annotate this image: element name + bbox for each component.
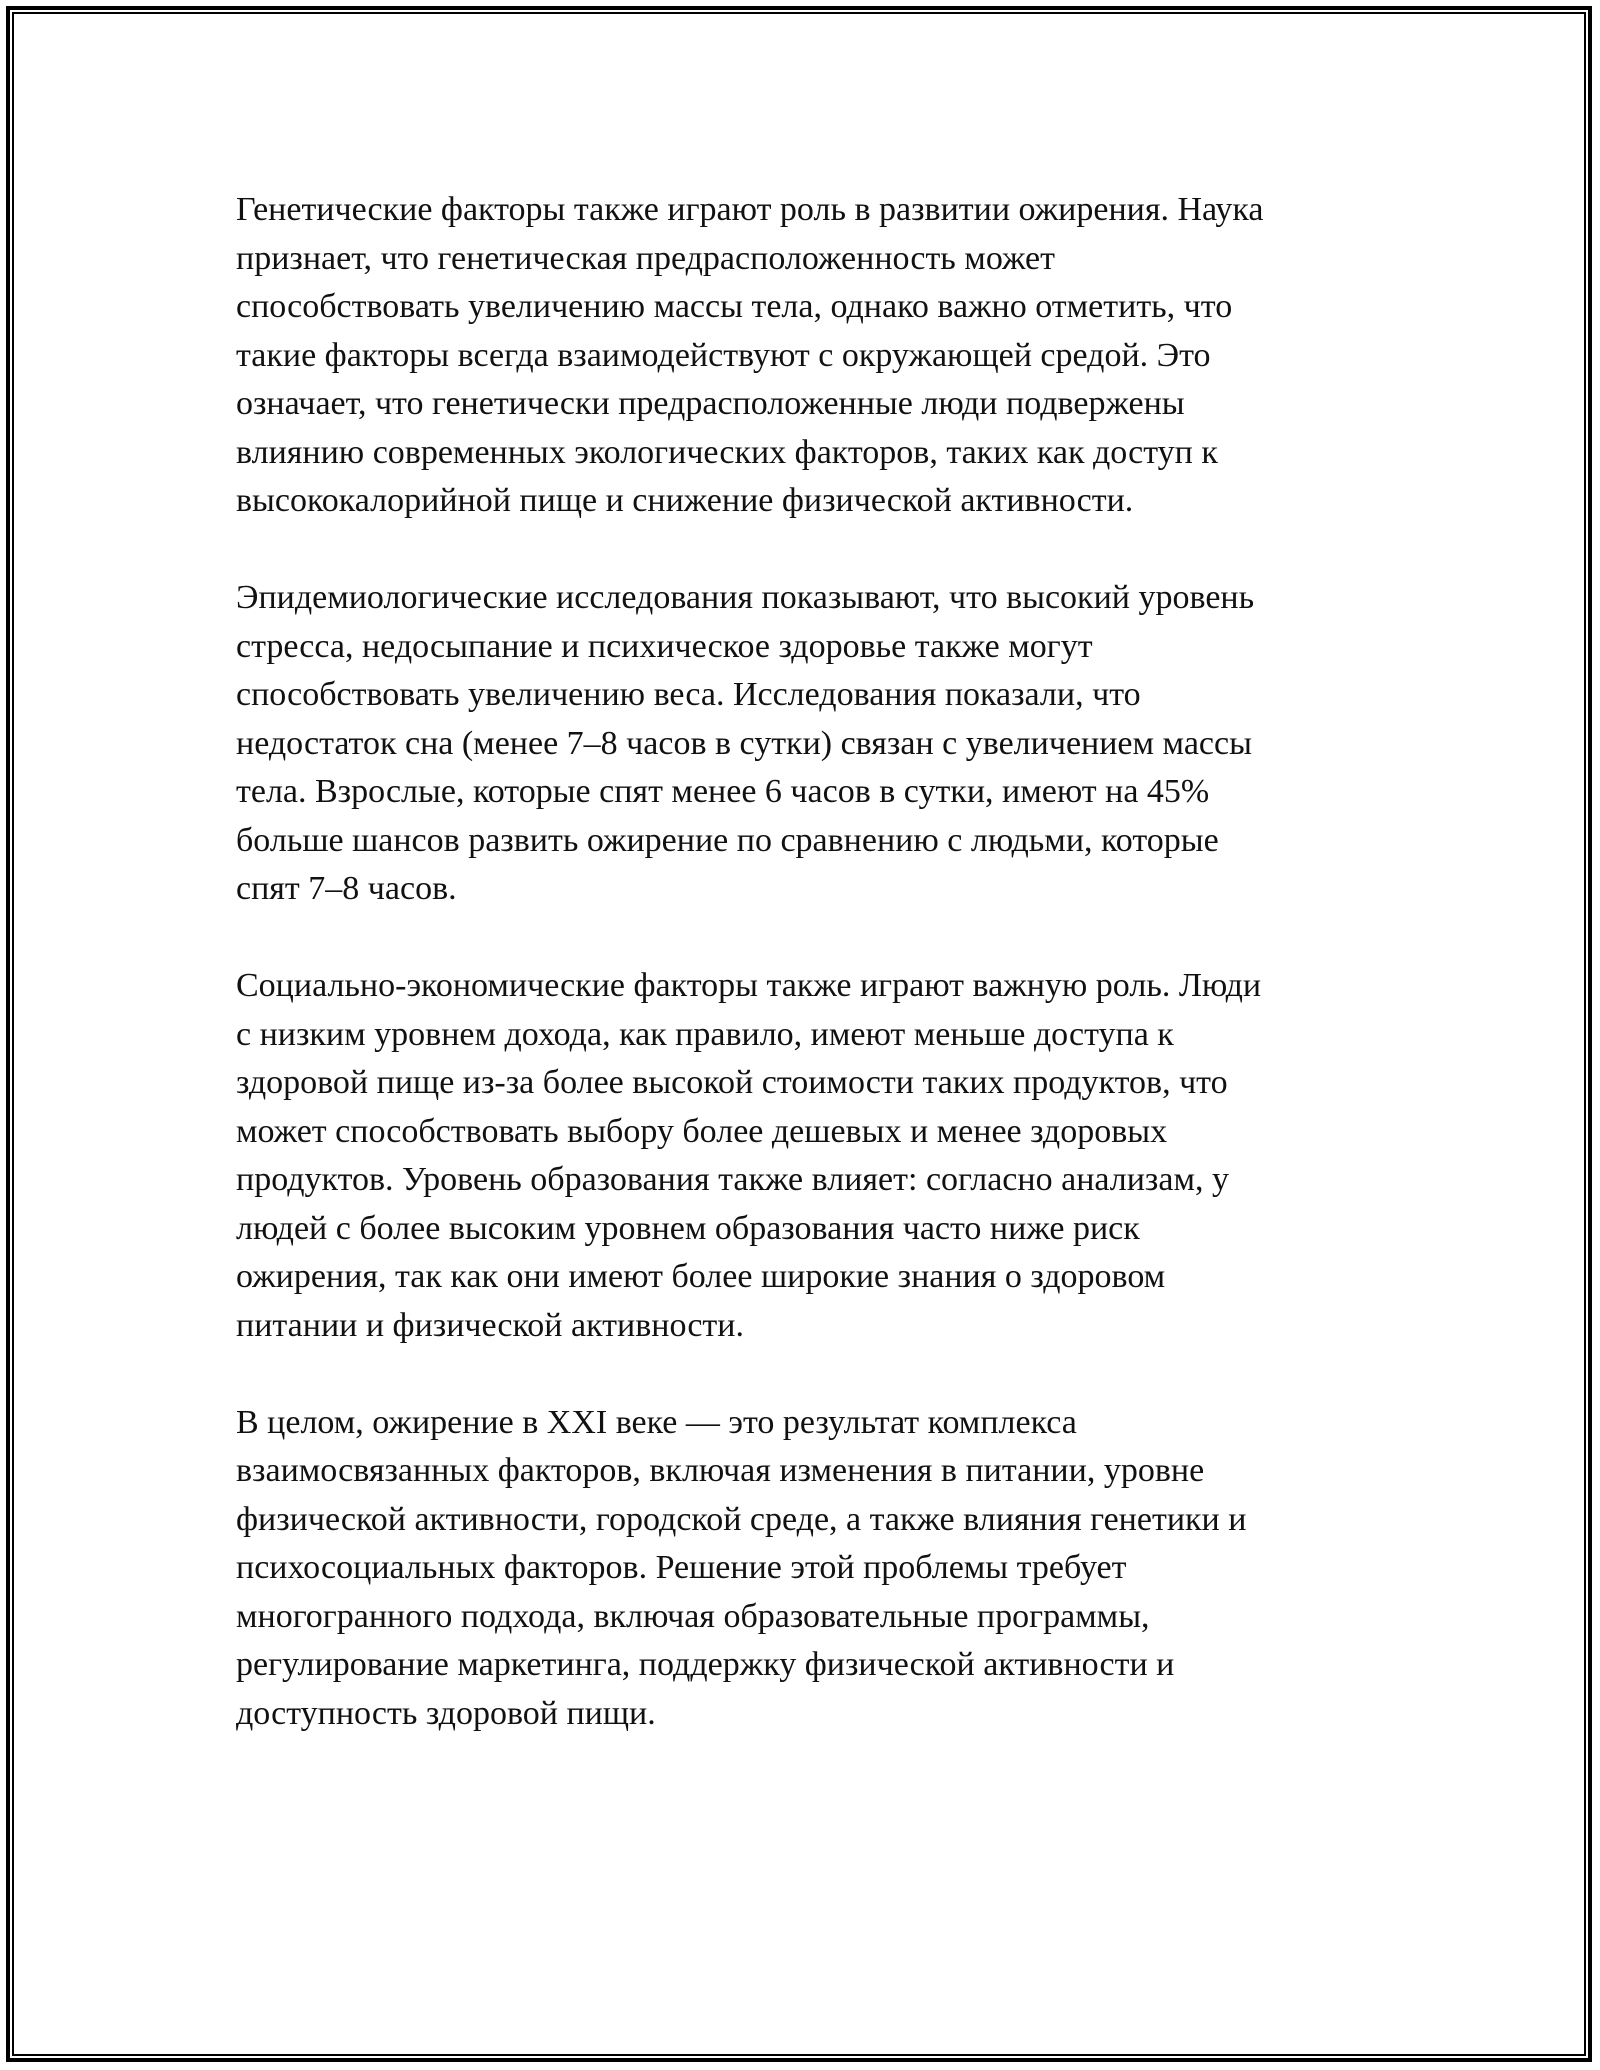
paragraph-conclusion: В целом, ожирение в XXI веке — это результат комплекса взаимосвязанных факторов, включая изменения в питании, уровне физической активности, городской среде, а также влияния генетики и психосоциальных факторов. Решение этой проблемы требует многогранного подхода, включая образовательные программы, регулирование маркетинга, поддержку физической активности и доступность здоровой пищи.	[236, 1403, 1247, 1732]
paragraph-socioeconomic-factors: Социально-экономические факторы также играют важную роль. Люди с низким уровнем дохода, как правило, имеют меньше доступа к здоровой пище из-за более высокой стоимости таких продуктов, что может способствовать выбору более дешевых и менее здоровых продуктов. Уровень образования также влияет: согласно анализам, у людей с более высоким уровнем образования часто ниже риск ожирения, так как они имеют более широкие знания о здоровом питании и физической активности.	[236, 967, 1262, 1344]
paragraph-genetic-factors: Генетические факторы также играют роль в развитии ожирения. Наука признает, что генетическая предрасположенность может способствовать увеличению массы тела, однако важно отметить, что такие факторы всегда взаимодействуют с окружающей средой. Это означает, что генетически предрасположенные люди подвержены влиянию современных экологических факторов, таких как доступ к высококалорийной пище и снижение физической активности.	[236, 191, 1264, 519]
document-body	[236, 186, 1364, 1738]
paragraph-sleep-and-stress: Эпидемиологические исследования показывают, что высокий уровень стресса, недосыпание и психическое здоровье также могут способствовать увеличению веса. Исследования показали, что недостаток сна (менее 7–8 часов в сутки) связан с увеличением массы тела. Взрослые, которые спят менее 6 часов в сутки, имеют на 45% больше шансов развить ожирение по сравнению с людьми, которые спят 7–8 часов.	[236, 579, 1255, 907]
